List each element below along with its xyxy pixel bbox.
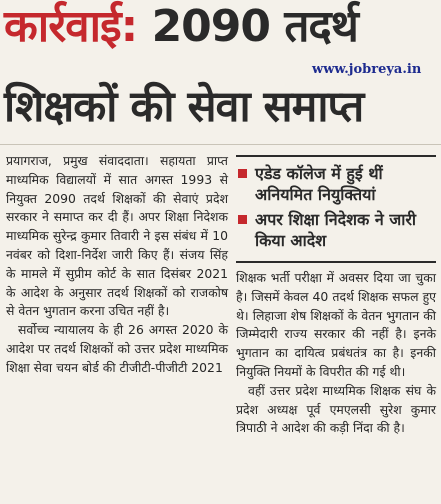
divider [0, 144, 441, 145]
headline-line-2: शिक्षकों की सेवा समाप्त [4, 82, 364, 132]
highlight-text: अपर शिक्षा निदेशक ने जारी किया आदेश [255, 210, 417, 250]
highlight-text: एडेड कॉलेज में हुई थीं अनियमित नियुक्तियां [255, 164, 383, 204]
right-column [236, 155, 436, 438]
highlight-item [236, 209, 436, 251]
right-body [236, 269, 436, 438]
right-paragraph-1: शिक्षक भर्ती परीक्षा में अवसर दिया जा चुका है। जिसमें केवल 40 तदर्थ शिक्षक सफल हुए थे। लिहाजा शेष शिक्षकों के वेतन भुगतान की जिम्मेदारी राज्य सरकार की नहीं है। इनके भुगतान का दायित्व प्रबंधतंत्र का है। इनकी नियुक्ति नियमों के विपरीत की गई थी। [236, 270, 436, 379]
highlight-item [236, 163, 436, 205]
headline-black-part: 2090 तदर्थ [137, 1, 358, 52]
left-column [6, 152, 228, 378]
headline-red-part: कार्रवाई: [4, 1, 138, 52]
right-paragraph-2: वहीं उत्तर प्रदेश माध्यमिक शिक्षक संघ के प्रदेश अध्यक्ष पूर्व एमएलसी सुरेश कुमार त्रिपाठी ने आदेश की कड़ी निंदा की है। [236, 382, 436, 436]
left-paragraph-1: प्रयागराज, प्रमुख संवाददाता। सहायता प्राप्त माध्यमिक विद्यालयों में सात अगस्त 1993 से नियुक्त 2090 तदर्थ शिक्षकों की सेवाएं प्रदेश सरकार ने समाप्त कर दी हैं। अपर शिक्षा निदेशक माध्यमिक सुरेन्द्र कुमार तिवारी ने इस संबंध में 10 नवंबर को दिशा-निर्देश जारी किए हैं। संजय सिंह के मामले में सुप्रीम कोर्ट के सात दिसंबर 2021 के आदेश के अनुसार तदर्थ शिक्षकों को राजकोष से वेतन भुगतान करना उचित नहीं है। [6, 153, 228, 319]
red-square-bullet-icon [238, 169, 247, 178]
headline-line-1 [4, 0, 358, 54]
left-paragraph-2: सर्वोच्च न्यायालय के ही 26 अगस्त 2020 के आदेश पर तदर्थ शिक्षकों को उत्तर प्रदेश माध्यमिक शिक्षा सेवा चयन बोर्ड की टीजीटी-पीजीटी 2021 [6, 322, 228, 375]
highlights-box [236, 155, 436, 263]
watermark: www.jobreya.in [312, 62, 422, 77]
red-square-bullet-icon [238, 215, 247, 224]
